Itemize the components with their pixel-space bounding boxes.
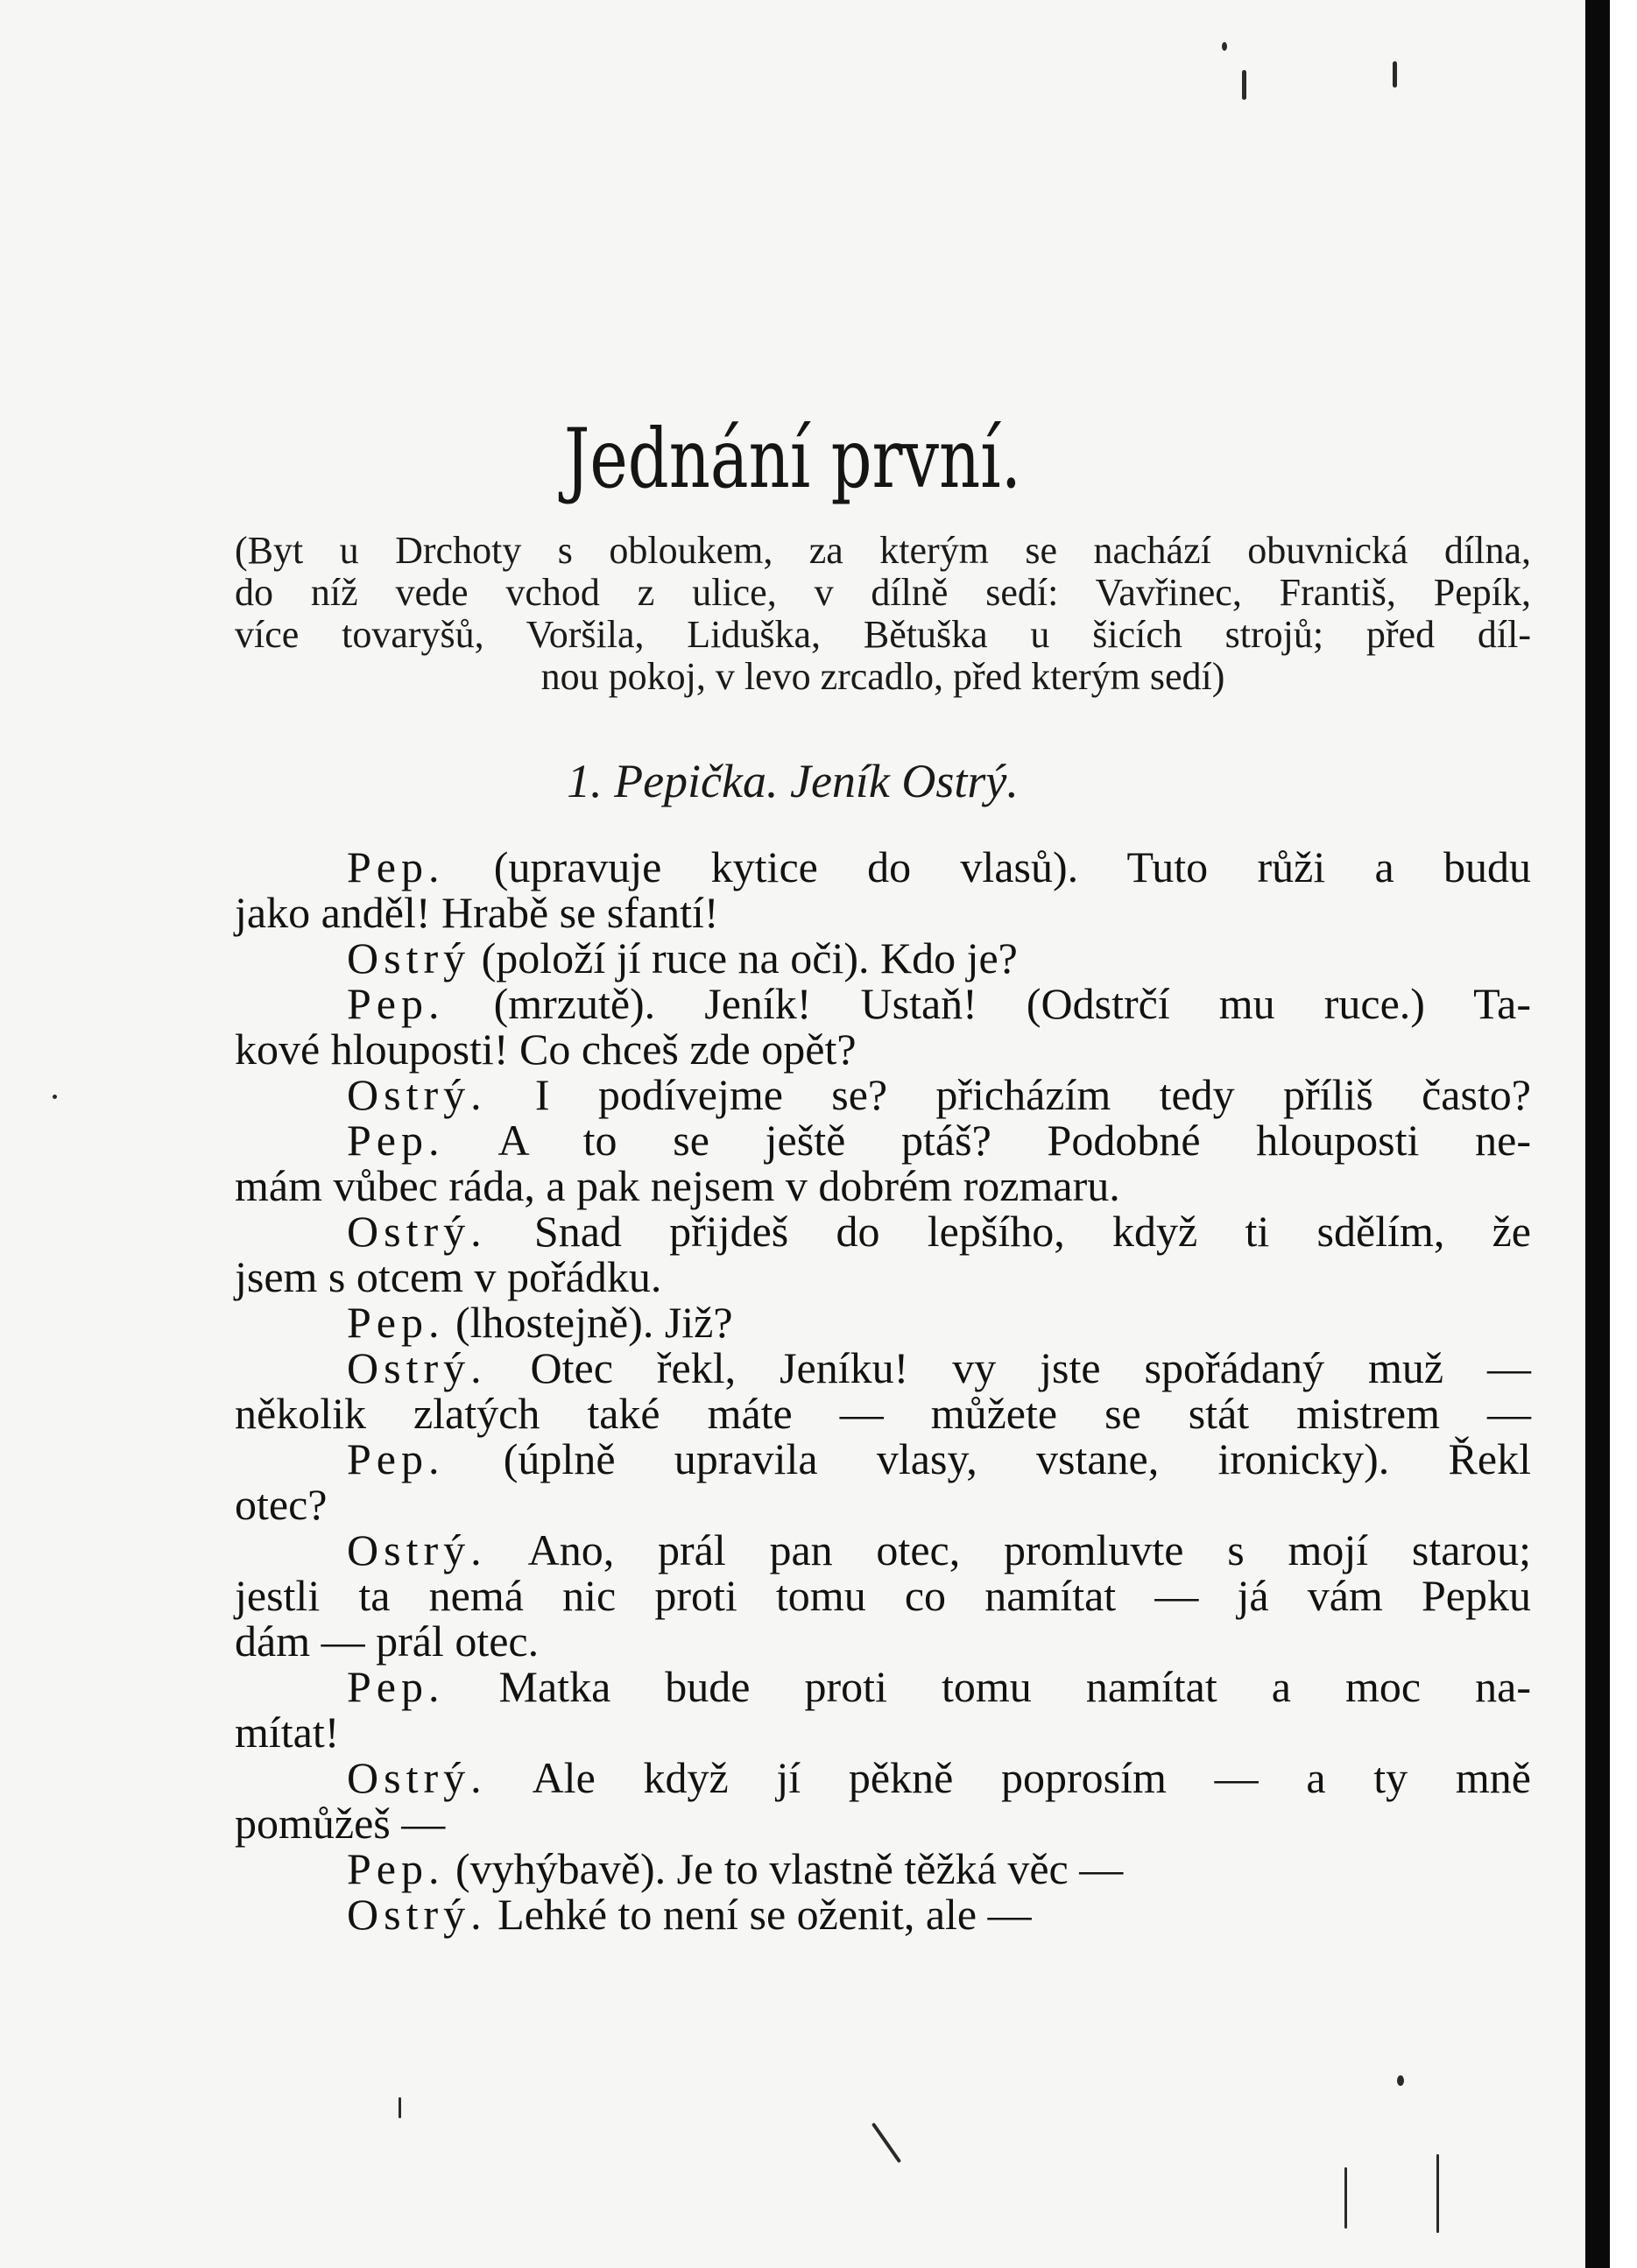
stage-direction-line: více tovaryšů, Voršila, Liduška, Bětuška u šicích strojů; před díl- [235, 613, 1531, 656]
dialogue-line [235, 1573, 1531, 1618]
dialogue-line [235, 1709, 1531, 1755]
speaker-name: Pep. [347, 1662, 445, 1711]
stage-direction [235, 530, 1531, 698]
page-speck [871, 2123, 901, 2164]
speaker-name: Ostrý. [347, 1525, 487, 1574]
speaker-name: Ostrý. [347, 1890, 487, 1939]
dialogue-line [235, 1618, 1531, 1664]
dialogue-text: Ano, prál pan otec, promluvte s mojí starou; [486, 1525, 1531, 1574]
stage-direction-line: (Byt u Drchoty s obloukem, za kterým se nachází obuvnická dílna, [235, 529, 1531, 572]
page-speck [399, 2097, 401, 2118]
speaker-name: Ostrý. [347, 1753, 487, 1802]
dialogue-line [235, 1846, 1531, 1891]
dialogue-line [235, 1300, 1531, 1345]
dialogue-text: Otec řekl, Jeníku! vy jste spořádaný muž — [486, 1343, 1531, 1392]
dialogue-line [235, 1163, 1531, 1208]
dialogue-line [235, 890, 1531, 935]
dialogue-text: Ale když jí pěkně poprosím — a ty mně [486, 1753, 1531, 1802]
dialogue-text: mám vůbec ráda, a pak nejsem v dobrém rozmaru. [235, 1161, 1120, 1210]
dialogue-line [235, 1072, 1531, 1117]
page-speck [1397, 2075, 1404, 2086]
dialogue-text: (vyhýbavě). Je to vlastně těžká věc — [444, 1844, 1124, 1893]
dialogue-text: dám — prál otec. [235, 1616, 540, 1666]
dialogue-text: Snad přijdeš do lepšího, když ti sdělím, že [486, 1207, 1531, 1256]
stage-direction-line: nou pokoj, v levo zrcadlo, před kterým sedí) [540, 655, 1225, 698]
dialogue-text: (položí jí ruce na oči). Kdo je? [470, 933, 1018, 983]
dialogue-line [235, 844, 1531, 890]
speaker-name: Pep. [347, 979, 445, 1028]
page-speck [1222, 42, 1227, 51]
page-margin [1610, 0, 1637, 2268]
page-speck [1436, 2154, 1439, 2233]
dialogue-text: (mrzutě). Jeník! Ustaň! (Odstrčí mu ruce.) Ta- [444, 979, 1531, 1028]
dialogue-line [235, 1117, 1531, 1163]
dialogue-text: I podívejme se? přicházím tedy příliš často? [486, 1070, 1531, 1119]
dialogue-text: jsem s otcem v pořádku. [235, 1252, 662, 1301]
dialogue-line [235, 1891, 1531, 1937]
dialogue-text: otec? [235, 1480, 328, 1529]
dialogue-line [235, 1527, 1531, 1573]
speaker-name: Pep. [347, 1434, 445, 1483]
scan-border [1585, 0, 1610, 2268]
speaker-name: Pep. [347, 1116, 445, 1165]
dialogue-line [235, 1208, 1531, 1254]
speaker-name: Pep. [347, 842, 445, 891]
dialogue-line [235, 1482, 1531, 1527]
dialogue-line [235, 1254, 1531, 1300]
speaker-name: Pep. [347, 1298, 445, 1347]
dialogue-text: Matka bude proti tomu namítat a moc na- [444, 1662, 1531, 1711]
dialogue-line [235, 1345, 1531, 1391]
page-speck [53, 1095, 57, 1099]
dialogue-line [235, 981, 1531, 1026]
dialogue-text: (lhostejně). Již? [444, 1298, 733, 1347]
dialogue-line [235, 1755, 1531, 1800]
dialogue-text: pomůžeš — [235, 1799, 446, 1848]
page-speck [1393, 61, 1397, 88]
scene-heading: 1. Pepička. Jeník Ostrý. [567, 755, 1019, 807]
dialogue-line [235, 1436, 1531, 1482]
dialogue-text: A to se ještě ptáš? Podobné hlouposti ne- [444, 1116, 1531, 1165]
dialogue-line [235, 1800, 1531, 1846]
dialogue-text: (upravuje kytice do vlasů). Tuto růži a budu [444, 842, 1531, 891]
dialogue-line [235, 1664, 1531, 1709]
dialogue-text: (úplně upravila vlasy, vstane, ironicky). Řekl [444, 1434, 1531, 1483]
dialogue-line [235, 935, 1531, 981]
speaker-name: Ostrý. [347, 1343, 487, 1392]
act-title: Jednání první. [563, 412, 1022, 507]
speaker-name: Ostrý. [347, 1070, 487, 1119]
dialogue-text: jestli ta nemá nic proti tomu co namítat — já vám Pepku [235, 1571, 1531, 1620]
speaker-name: Ostrý. [347, 1207, 487, 1256]
dialogue-text: několik zlatých také máte — můžete se stát mistrem — [235, 1389, 1531, 1438]
speaker-name: Ostrý [347, 933, 471, 983]
stage-direction-line: do níž vede vchod z ulice, v dílně sedí: Vavřinec, Františ, Pepík, [235, 571, 1531, 614]
speaker-name: Pep. [347, 1844, 445, 1893]
dialogue-line [235, 1026, 1531, 1072]
dialogue-text: jako anděl! Hrabě se sfantí! [235, 888, 719, 937]
dialogue-text: mítat! [235, 1708, 340, 1757]
page-speck [1344, 2167, 1347, 2229]
dialogue-block [235, 844, 1531, 1937]
dialogue-line [235, 1391, 1531, 1436]
dialogue-text: kové hlouposti! Co chceš zde opět? [235, 1025, 857, 1074]
page-speck [1242, 70, 1246, 100]
dialogue-text: Lehké to není se oženit, ale — [486, 1890, 1032, 1939]
